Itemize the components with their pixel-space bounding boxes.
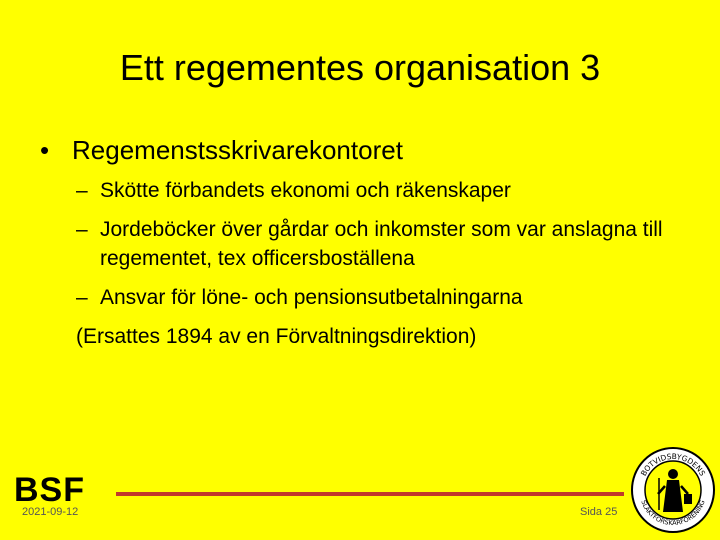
sub-bullet-item	[40, 176, 680, 205]
bullet-item	[40, 132, 680, 168]
bullet-marker: •	[40, 135, 50, 165]
footer-divider	[116, 492, 624, 496]
seal-text-bottom: SLÄKTFORSKARFÖRENING	[639, 499, 707, 528]
seal-text-top: BOTVIDSBYGDENS	[638, 451, 708, 478]
dash-marker: –	[76, 179, 88, 202]
sub-bullet-item	[40, 215, 680, 273]
bullet-text: Regemenstsskrivarekontoret	[72, 135, 403, 165]
dash-marker: –	[76, 286, 88, 309]
bullet-note: (Ersattes 1894 av en Förvaltningsdirektion)	[76, 325, 477, 348]
sub-bullet-text: Ansvar för löne- och pensionsutbetalningarna	[100, 286, 523, 309]
dash-marker: –	[76, 218, 88, 241]
slide-title: Ett regementes organisation 3	[119, 47, 601, 88]
sub-bullet-item	[40, 283, 680, 312]
sub-bullet-text: Skötte förbandets ekonomi och räkenskaper	[100, 179, 511, 202]
sub-bullet-text: Jordeböcker över gårdar och inkomster som var anslagna till regementet, tex officersboställena	[100, 218, 663, 270]
society-seal-icon	[630, 444, 716, 534]
footer-date: 2021-09-12	[22, 506, 79, 518]
page-number: Sida 25	[580, 506, 618, 518]
bsf-logo: BSF	[14, 471, 85, 509]
bullet-list	[40, 132, 680, 351]
